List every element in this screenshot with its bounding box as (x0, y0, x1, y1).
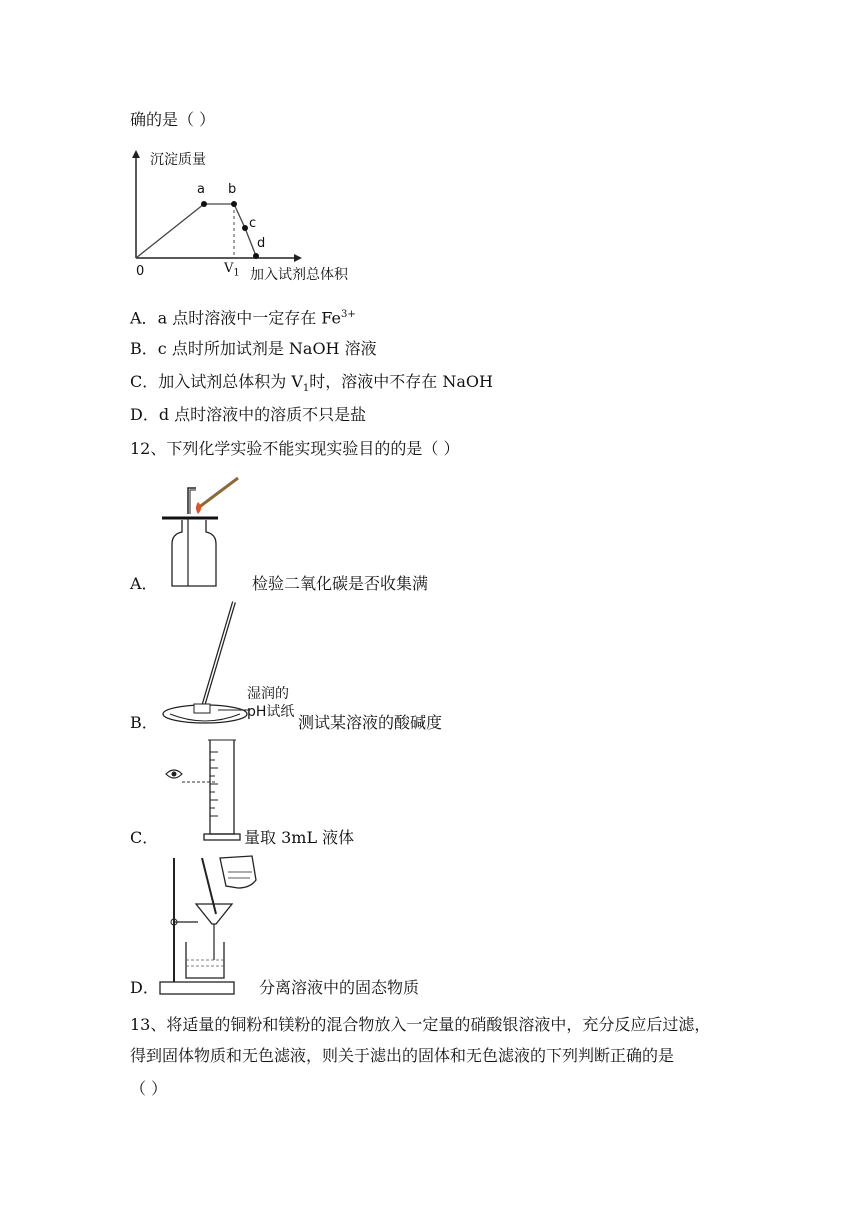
point-d (253, 253, 259, 259)
q12-option-a-caption: 检验二氧化碳是否收集满 (252, 574, 429, 593)
ph-paper-label-1: 湿润的 (247, 686, 289, 702)
q12-option-d-label: D． (130, 978, 159, 997)
q13-answer-blank: （ ） (130, 1079, 168, 1098)
q11-option-b: B．c 点时所加试剂是 NaOH 溶液 (130, 339, 377, 358)
q11-option-a: A．a 点时溶液中一定存在 $Fe^{3+}$ (130, 308, 356, 328)
chart-x-label: 加入试剂总体积 (250, 267, 348, 283)
chart-origin: 0 (136, 264, 145, 279)
q12-option-c-caption: 量取 3mL 液体 (244, 828, 355, 847)
q12-option-b-label: B． (130, 713, 158, 732)
ph-paper-label-2: pH试纸 (247, 704, 295, 720)
filtration-figure (158, 852, 266, 998)
q12-option-c-label: C． (130, 828, 159, 847)
cylinder-figure (160, 736, 246, 844)
point-a (201, 201, 207, 207)
q12-option-a-label: A． (130, 574, 158, 593)
q11-option-d: D．d 点时溶液中的溶质不只是盐 (130, 405, 367, 424)
q13-stem-line-1: 13、将适量的铜粉和镁粉的混合物放入一定量的硝酸银溶液中，充分反应后过滤， (130, 1015, 711, 1034)
q11-stem-end: 确的是（ ） (130, 110, 216, 129)
q13-stem-line-2: 得到固体物质和无色滤液，则关于滤出的固体和无色滤液的下列判断正确的是 (130, 1046, 675, 1065)
point-c (242, 225, 248, 231)
label-d: d (257, 236, 266, 251)
point-b (231, 201, 237, 207)
label-c: c (249, 216, 257, 231)
q12-option-d-caption: 分离溶液中的固态物质 (259, 978, 420, 997)
q11-precipitate-chart (128, 148, 378, 286)
chart-y-label: 沉淀质量 (150, 152, 206, 168)
q12-option-b-caption: 测试某溶液的酸碱度 (298, 713, 443, 732)
q11-option-c: C．加入试剂总体积为 $V_1$时，溶液中不存在 NaOH (130, 372, 493, 395)
q12-stem: 12、下列化学实验不能实现实验目的的是（ ） (130, 439, 460, 458)
label-b: b (228, 182, 237, 197)
label-a: a (197, 182, 205, 197)
v1-label: $V_1$ (224, 261, 240, 279)
gas-bottle-figure (160, 474, 250, 590)
ph-test-figure (160, 598, 250, 726)
